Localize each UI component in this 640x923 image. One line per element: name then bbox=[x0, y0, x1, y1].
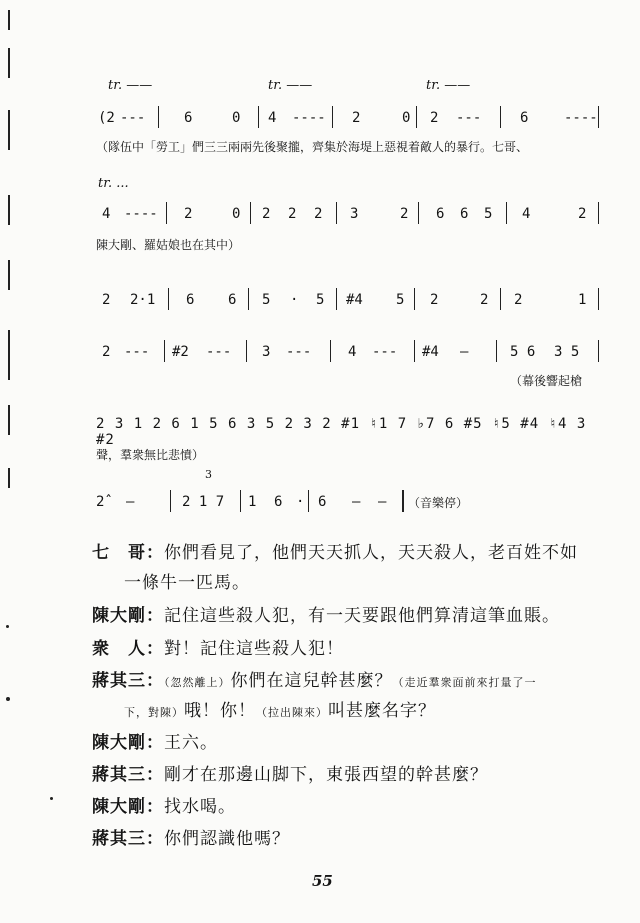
note: 3 bbox=[262, 344, 271, 360]
line-text: 記住這些殺人犯，有一天要跟他們算清這筆血賬。 bbox=[164, 606, 560, 626]
note: 2 bbox=[102, 292, 111, 308]
line-text: 你們認識他嗎？ bbox=[164, 829, 290, 849]
note: 5 bbox=[316, 292, 325, 308]
bar-line bbox=[240, 490, 241, 512]
speaker: 蔣其三： bbox=[92, 829, 164, 849]
bar-line bbox=[416, 106, 417, 128]
note: · bbox=[296, 494, 305, 510]
note: ---- bbox=[124, 206, 158, 222]
note: 6 bbox=[184, 110, 193, 126]
note: — bbox=[460, 344, 469, 360]
note: 4 bbox=[102, 206, 111, 222]
line-text: 你們看見了，他們天天抓人，天天殺人，老百姓不如 bbox=[164, 543, 578, 563]
line-text: 找水喝。 bbox=[164, 797, 236, 817]
speaker: 蔣其三： bbox=[92, 671, 164, 691]
note: — bbox=[126, 494, 135, 510]
dialogue-line bbox=[92, 792, 236, 817]
bar-line bbox=[402, 490, 404, 512]
stage-direction: （幕後響起槍 bbox=[510, 374, 583, 388]
note: 2 bbox=[288, 206, 297, 222]
note: 2·1 bbox=[130, 292, 156, 308]
stage-direction: （隊伍中「勞工」們三三兩兩先後聚攏，齊集於海堤上惡視着敵人的暴行。七哥、 bbox=[96, 140, 529, 154]
music-line-5 bbox=[96, 408, 606, 448]
note: 2 bbox=[430, 292, 439, 308]
line-text: 剛才在那邊山脚下，東張西望的幹甚麼？ bbox=[164, 765, 488, 785]
note: 0 bbox=[232, 206, 241, 222]
bar-line bbox=[164, 340, 165, 362]
bar-line bbox=[506, 202, 507, 224]
bar-line bbox=[500, 106, 501, 128]
note: 6 bbox=[520, 110, 529, 126]
bar-line bbox=[500, 288, 501, 310]
music-line-4 bbox=[96, 336, 606, 366]
note: (2 bbox=[98, 110, 115, 126]
trill-mark: tr. —— bbox=[108, 78, 153, 93]
dialogue-line bbox=[92, 824, 290, 849]
note: 6 bbox=[186, 292, 195, 308]
note: 2 bbox=[184, 206, 193, 222]
note: 5 bbox=[484, 206, 493, 222]
note: 2 bbox=[430, 110, 439, 126]
bar-line bbox=[168, 288, 169, 310]
note: — bbox=[352, 494, 361, 510]
line-text: 你們在這兒幹甚麼？ bbox=[230, 671, 393, 691]
dialogue-line bbox=[92, 538, 578, 563]
note: 3 5 bbox=[554, 344, 580, 360]
bar-line bbox=[336, 288, 337, 310]
note: 0 bbox=[232, 110, 241, 126]
bar-line bbox=[170, 490, 171, 512]
music-line-1 bbox=[96, 102, 606, 132]
bar-line bbox=[598, 288, 599, 310]
stage-direction: （忽然離上） bbox=[164, 676, 231, 689]
note: 2 bbox=[514, 292, 523, 308]
page-number: 55 bbox=[312, 872, 333, 890]
stage-direction: 陳大剛、羅姑娘也在其中） bbox=[96, 238, 241, 252]
speaker: 陳大剛： bbox=[92, 733, 164, 753]
bar-line bbox=[250, 202, 251, 224]
note: --- bbox=[456, 110, 482, 126]
dialogue-line bbox=[92, 634, 344, 659]
note: ---- bbox=[564, 110, 598, 126]
speaker: 蔣其三： bbox=[92, 765, 164, 785]
note: #2 bbox=[172, 344, 189, 360]
note: 4 bbox=[348, 344, 357, 360]
dialogue-line bbox=[92, 760, 488, 785]
music-line-2 bbox=[96, 198, 606, 228]
line-text: 哦！你！ bbox=[184, 701, 256, 721]
note: 6 bbox=[318, 494, 327, 510]
note: 2 1 7 bbox=[182, 494, 225, 510]
note: --- bbox=[206, 344, 232, 360]
trill-mark: tr. ... bbox=[98, 176, 129, 191]
note: #4 bbox=[422, 344, 439, 360]
note: 0 bbox=[402, 110, 411, 126]
bar-line bbox=[258, 106, 259, 128]
trill-mark: tr. —— bbox=[426, 78, 471, 93]
note: 1 bbox=[578, 292, 587, 308]
bar-line bbox=[158, 106, 159, 128]
music-line-3 bbox=[96, 284, 606, 314]
note: 4 bbox=[522, 206, 531, 222]
margin-line bbox=[8, 48, 10, 78]
stage-direction: 下，對陳） bbox=[124, 706, 184, 719]
dialogue-line bbox=[92, 666, 537, 691]
speaker: 衆 人： bbox=[92, 639, 164, 659]
dialogue-line bbox=[92, 728, 218, 753]
note: · bbox=[290, 292, 299, 308]
note: --- bbox=[286, 344, 312, 360]
bar-line bbox=[598, 340, 599, 362]
speaker: 陳大剛： bbox=[92, 797, 164, 817]
note: 2 bbox=[262, 206, 271, 222]
note: 2 bbox=[102, 344, 111, 360]
note: — bbox=[378, 494, 387, 510]
stray-mark bbox=[50, 797, 53, 800]
note: 3 bbox=[350, 206, 359, 222]
line-text: 對！記住這些殺人犯！ bbox=[164, 639, 344, 659]
note: #4 bbox=[346, 292, 363, 308]
dialogue-continuation: 一條牛一匹馬。 bbox=[124, 573, 250, 593]
bar-line bbox=[496, 340, 497, 362]
dialogue-continuation bbox=[124, 696, 436, 721]
note: 2̂ bbox=[96, 494, 105, 510]
note-run: 2 3 1 2 6 1 5 6 3 5 2 3 2 #1 ♮1 7 ♭7 6 #5 ♮5 #4 ♮4 3 #2 bbox=[96, 416, 587, 448]
margin-line bbox=[8, 10, 10, 30]
dialogue-line bbox=[92, 601, 560, 626]
note: --- bbox=[120, 110, 146, 126]
triplet-mark: 3 bbox=[205, 468, 212, 481]
bar-line bbox=[332, 106, 333, 128]
trill-mark: tr. —— bbox=[268, 78, 313, 93]
speaker: 陳大剛： bbox=[92, 606, 164, 626]
note: 6 bbox=[274, 494, 283, 510]
note: --- bbox=[124, 344, 150, 360]
note: 5 bbox=[262, 292, 271, 308]
stray-mark bbox=[6, 697, 10, 701]
bar-line bbox=[414, 340, 415, 362]
margin-line bbox=[8, 260, 10, 290]
bar-line bbox=[414, 288, 415, 310]
margin-line bbox=[8, 110, 10, 150]
bar-line bbox=[166, 202, 167, 224]
note: 6 bbox=[460, 206, 469, 222]
note: 5 bbox=[396, 292, 405, 308]
margin-line bbox=[8, 468, 10, 488]
bar-line bbox=[418, 202, 419, 224]
line-text: 叫甚麼名字？ bbox=[328, 701, 436, 721]
note: 2 bbox=[480, 292, 489, 308]
bar-line bbox=[248, 288, 249, 310]
note: 2 bbox=[314, 206, 323, 222]
note: --- bbox=[372, 344, 398, 360]
margin-line bbox=[8, 330, 10, 380]
note: 2 bbox=[400, 206, 409, 222]
stage-direction: （音樂停） bbox=[408, 496, 469, 510]
note: ---- bbox=[292, 110, 326, 126]
margin-line bbox=[8, 405, 10, 435]
bar-line bbox=[246, 340, 247, 362]
note: 4 bbox=[268, 110, 277, 126]
note: 6 bbox=[436, 206, 445, 222]
note: 6 bbox=[228, 292, 237, 308]
bar-line bbox=[308, 490, 309, 512]
note: 1 bbox=[248, 494, 257, 510]
stage-direction: （拉出陳來） bbox=[256, 706, 328, 719]
music-line-6 bbox=[96, 486, 606, 516]
bar-line bbox=[336, 202, 337, 224]
margin-line bbox=[8, 195, 10, 225]
speaker: 七 哥： bbox=[92, 543, 164, 563]
bar-line bbox=[598, 202, 599, 224]
bar-line bbox=[330, 340, 331, 362]
stage-direction: （走近羣衆面前來打量了一 bbox=[392, 676, 537, 689]
note: 2 bbox=[352, 110, 361, 126]
line-text: 王六。 bbox=[164, 733, 218, 753]
stage-direction: 聲，羣衆無比悲憤） bbox=[96, 448, 205, 462]
note: 2 bbox=[578, 206, 587, 222]
bar-line bbox=[598, 106, 599, 128]
stray-mark bbox=[6, 625, 9, 628]
note: 5 6 bbox=[510, 344, 536, 360]
